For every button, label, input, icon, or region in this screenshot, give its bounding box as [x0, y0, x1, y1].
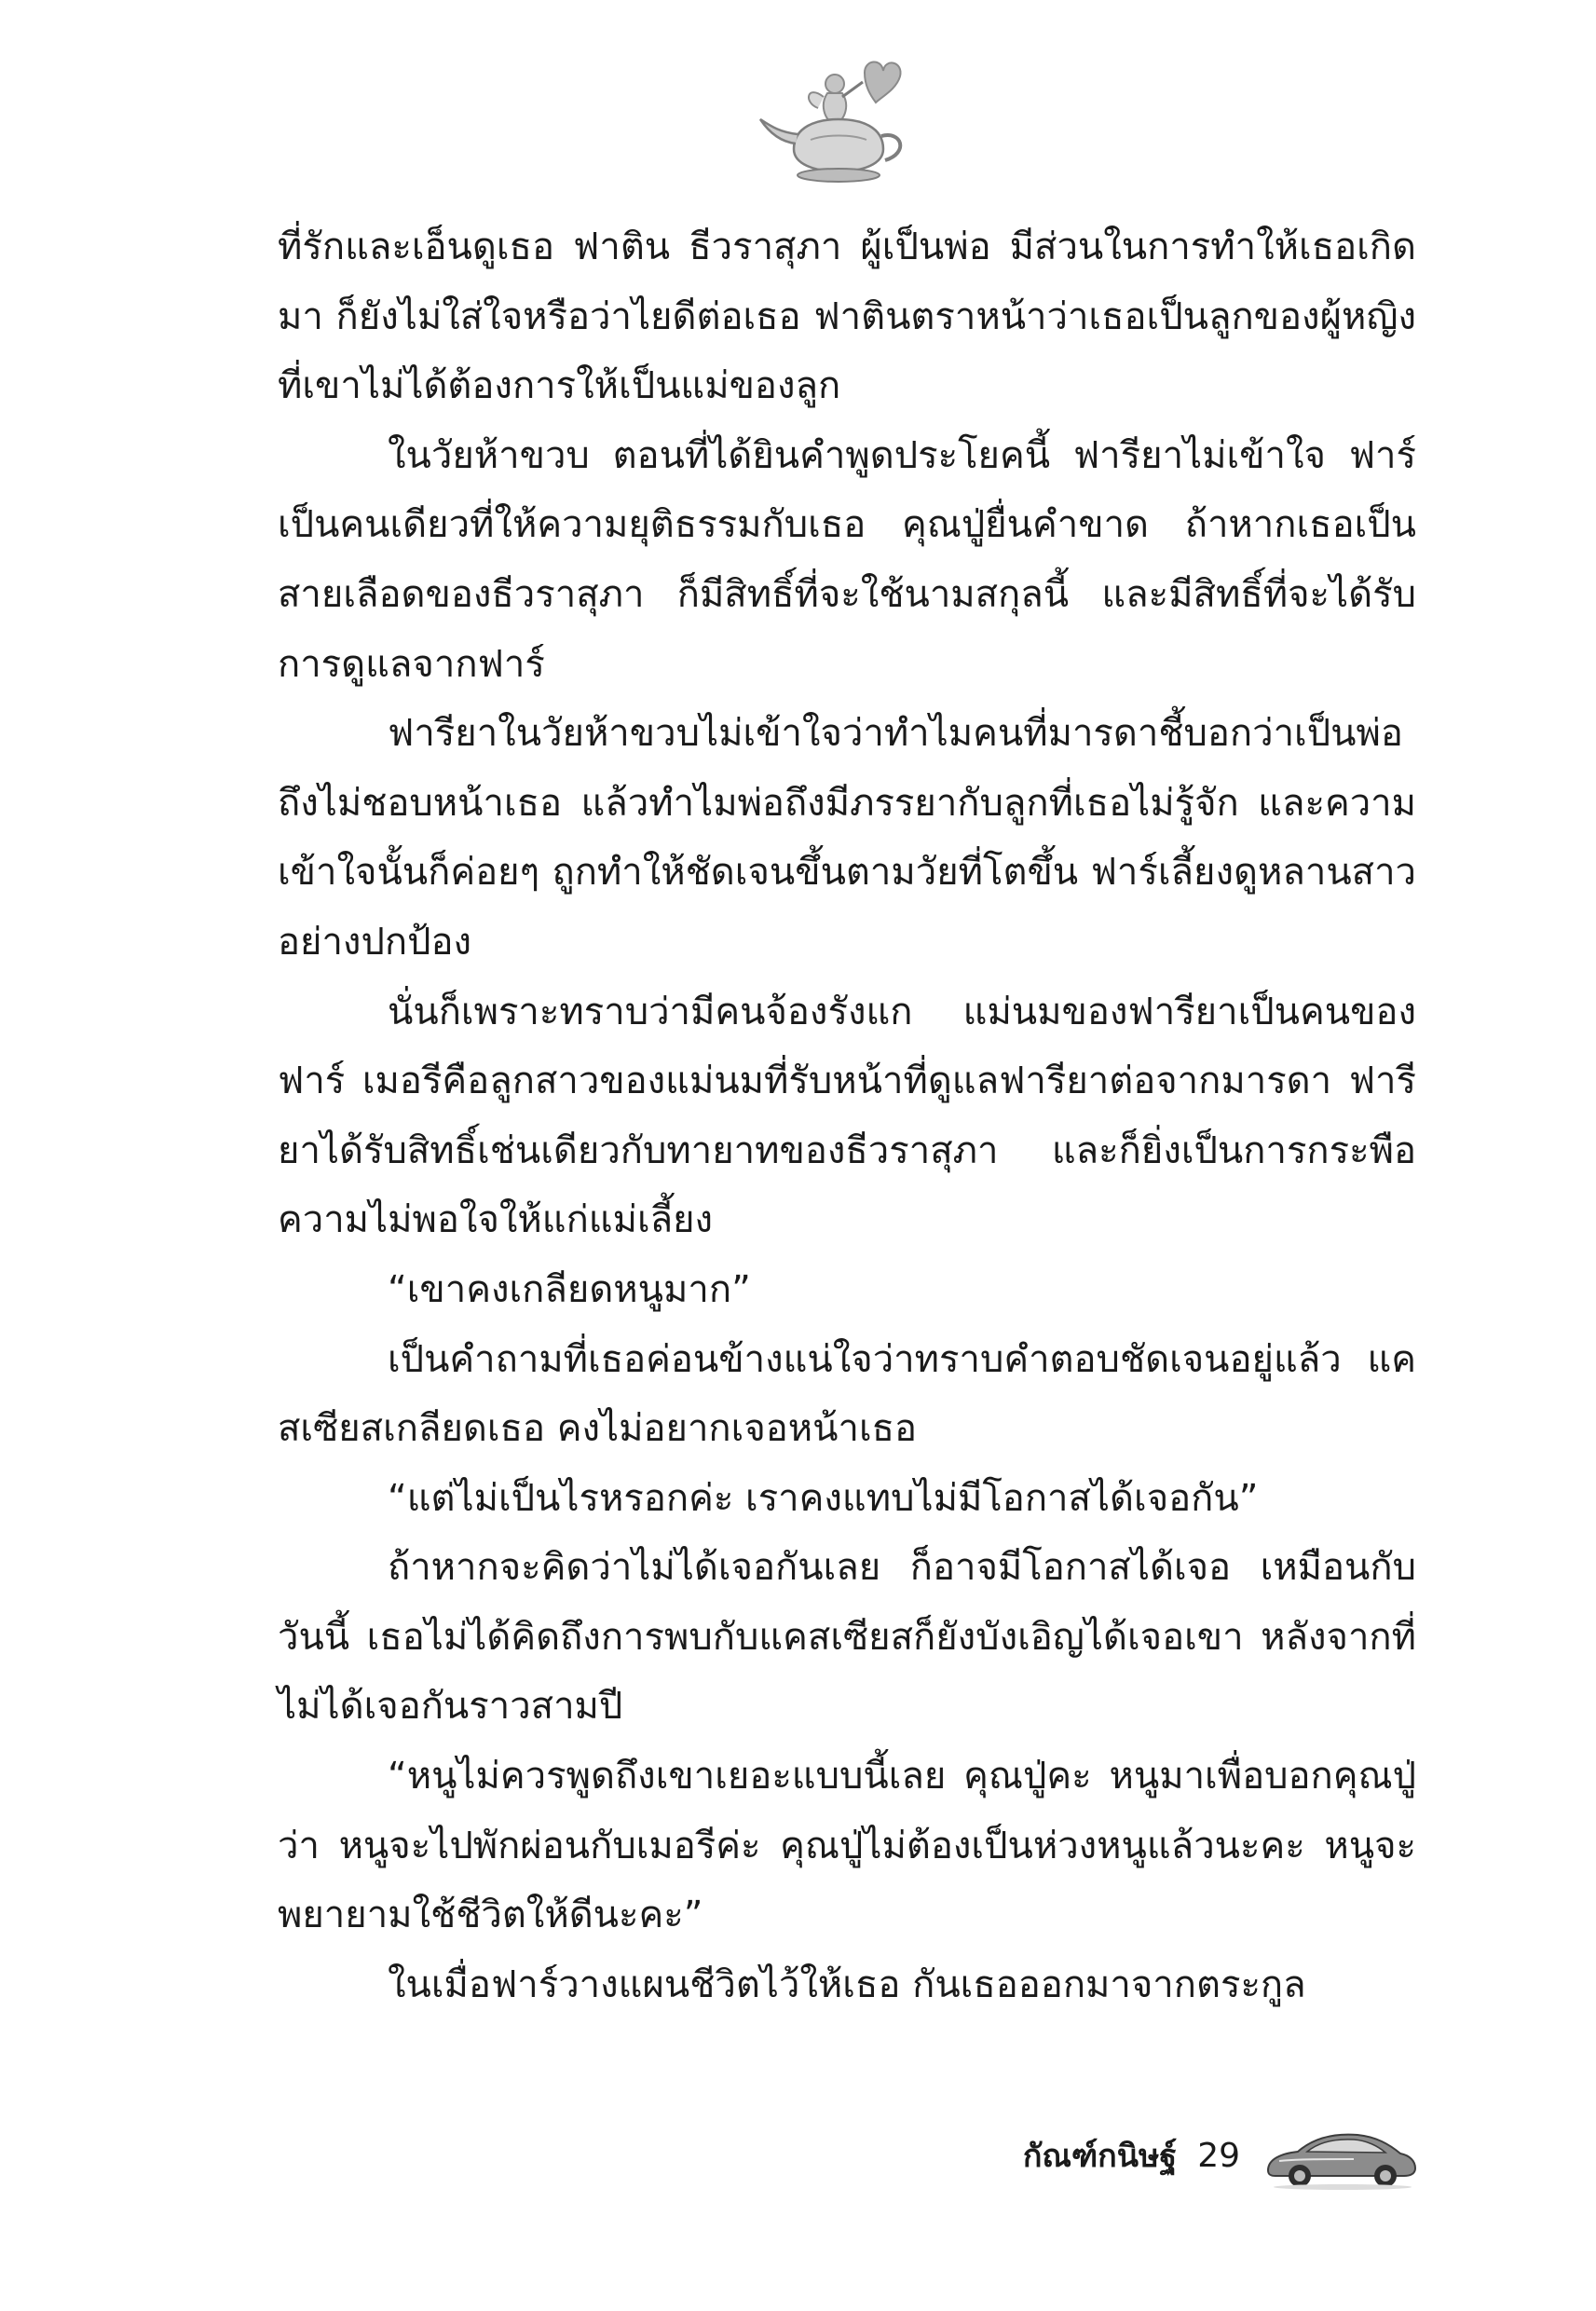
paragraph: ที่รักและเอ็นดูเธอ ฟาติน ธีวราสุภา ผู้เป็นพ่อ มีส่วนในการทำให้เธอเกิดมา ก็ยังไม่ใส่ใจหรือว่าไยดีต่อเธอ ฟาตินตราหน้าว่าเธอเป็นลูกของผู้หญิงที่เขาไม่ได้ต้องการให้เป็นแม่ของลูก	[278, 226, 1416, 408]
paragraph: ในเมื่อฟาร์วางแผนชีวิตไว้ให้เธอ กันเธอออกมาจากตระกูล	[388, 1962, 1306, 2006]
dialogue-line: “แต่ไม่เป็นไรหรอกค่ะ เราคงแทบไม่มีโอกาสได้เจอกัน”	[388, 1476, 1259, 1520]
paragraph: ถ้าหากจะคิดว่าไม่ได้เจอกันเลย ก็อาจมีโอกาสได้เจอ เหมือนกับวันนี้ เธอไม่ได้คิดถึงการพบกับแคสเซียสก็ยังบังเอิญได้เจอเขา หลังจากที่ไม่ได้เจอกันราวสามปี	[278, 1546, 1416, 1729]
page-number: 29	[1197, 2136, 1240, 2175]
book-title: กัณฑ์กนิษฐ์	[1022, 2138, 1178, 2175]
sports-car-icon	[1261, 2118, 1419, 2193]
paragraph: เป็นคำถามที่เธอค่อนข้างแน่ใจว่าทราบคำตอบชัดเจนอยู่แล้ว แคสเซียสเกลียดเธอ คงไม่อยากเจอหน้าเธอ	[278, 1337, 1416, 1451]
page-footer	[1023, 2113, 1419, 2197]
paragraph: นั่นก็เพราะทราบว่ามีคนจ้องรังแก แม่นมของฟารียาเป็นคนของฟาร์ เมอรีคือลูกสาวของแม่นมที่รับหน้าที่ดูแลฟารียาต่อจากมารดา ฟารียาได้รับสิทธิ์เช่นเดียวกับทายาทของธีวราสุภา และก็ยิ่งเป็นการกระพือความไม่พอใจให้แก่แม่เลี้ยง	[278, 990, 1416, 1242]
body-text	[278, 212, 1416, 2019]
dialogue-line: “เขาคงเกลียดหนูมาก”	[388, 1267, 751, 1311]
paragraph: ฟารียาในวัยห้าขวบไม่เข้าใจว่าทำไมคนที่มารดาชี้บอกว่าเป็นพ่อถึงไม่ชอบหน้าเธอ แล้วทำไมพ่อถึงมีภรรยากับลูกที่เธอไม่รู้จัก และความเข้าใจนั้นก็ค่อยๆ ถูกทำให้ชัดเจนขึ้นตามวัยที่โตขึ้น ฟาร์เลี้ยงดูหลานสาวอย่างปกป้อง	[278, 712, 1416, 964]
teapot-cupid-ornament-icon	[745, 47, 932, 186]
dialogue-line: “หนูไม่ควรพูดถึงเขาเยอะแบบนี้เลย คุณปู่คะ หนูมาเพื่อบอกคุณปู่ว่า หนูจะไปพักผ่อนกับเมอรีค่ะ คุณปู่ไม่ต้องเป็นห่วงหนูแล้วนะคะ หนูจะพยายามใช้ชีวิตให้ดีนะคะ”	[278, 1755, 1416, 1937]
paragraph: ในวัยห้าขวบ ตอนที่ได้ยินคำพูดประโยคนี้ ฟารียาไม่เข้าใจ ฟาร์เป็นคนเดียวที่ให้ความยุติธรรมกับเธอ คุณปู่ยื่นคำขาด ถ้าหากเธอเป็นสายเลือดของธีวราสุภา ก็มีสิทธิ์ที่จะใช้นามสกุลนี้ และมีสิทธิ์ที่จะได้รับการดูแลจากฟาร์	[278, 433, 1416, 686]
